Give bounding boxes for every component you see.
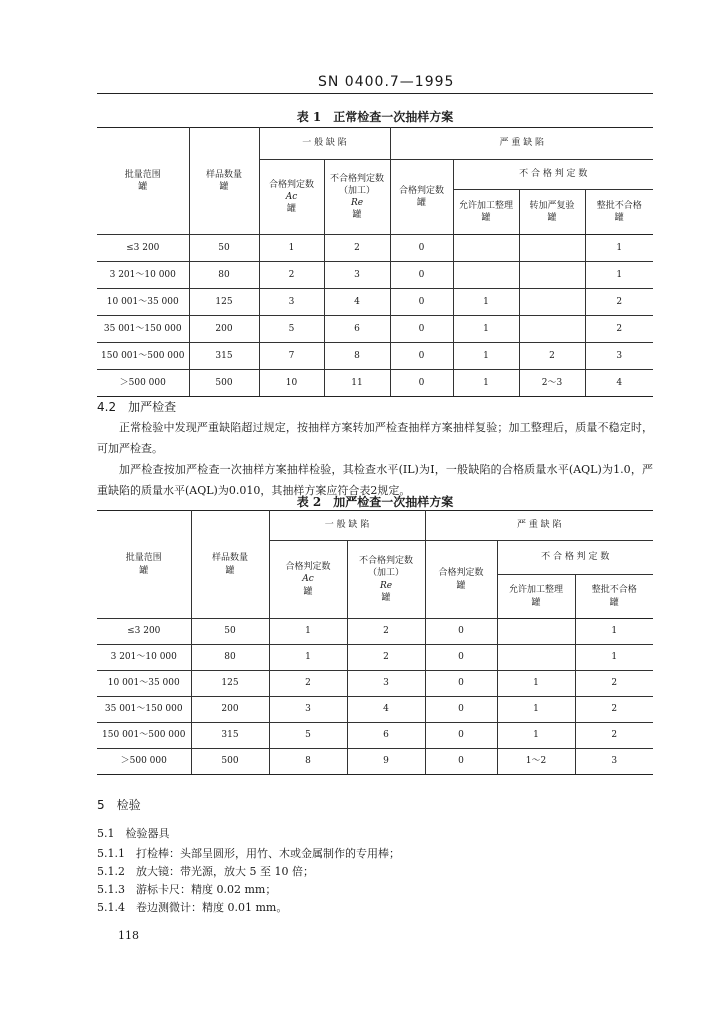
table2-row xyxy=(97,749,653,775)
table1-cell: 0 xyxy=(390,235,453,262)
table2-cell: 4 xyxy=(347,697,425,723)
table2-cell: 3 201～10 000 xyxy=(97,645,191,671)
table1-cell: 2 xyxy=(585,316,653,343)
table2-cell xyxy=(497,619,575,645)
table1-tighten-header: 转加严复验 罐 xyxy=(519,190,585,235)
section-5-1-1: 5.1.1 打检棒：头部呈圆形，用竹、木或金属制作的专用棒； xyxy=(97,847,400,860)
table1-cell: ＞500 000 xyxy=(97,370,189,397)
table1-cell: 0 xyxy=(390,316,453,343)
table1-general-reject-header: 不合格判定数 （加工） Re 罐 xyxy=(324,160,390,235)
table2-cell: 1 xyxy=(269,619,347,645)
table2-cell: ≤3 200 xyxy=(97,619,191,645)
table1-cell: 3 xyxy=(585,343,653,370)
table1-cell xyxy=(519,316,585,343)
table1-caption: 表 1 正常检查一次抽样方案 xyxy=(296,110,454,124)
table1 xyxy=(97,127,653,397)
table1-sample-header: 样品数量 罐 xyxy=(189,128,259,235)
table1-cell: 1 xyxy=(585,235,653,262)
table1-cell: 5 xyxy=(259,316,324,343)
table2 xyxy=(97,510,653,775)
table1-allow-header: 允许加工整理 罐 xyxy=(453,190,519,235)
table1-cell: 1 xyxy=(453,316,519,343)
table2-severe-accept-header: 合格判定数 罐 xyxy=(425,541,497,619)
section-5-1-4: 5.1.4 卷边测微计：精度 0.01 mm。 xyxy=(97,901,288,914)
table2-cell: 8 xyxy=(269,749,347,775)
table2-cell: 0 xyxy=(425,645,497,671)
table2-cell: 200 xyxy=(191,697,269,723)
table1-row xyxy=(97,289,653,316)
table2-cell: 150 001～500 000 xyxy=(97,723,191,749)
table2-cell: 2 xyxy=(575,697,653,723)
table2-cell: 3 xyxy=(575,749,653,775)
table1-cell: 1 xyxy=(585,262,653,289)
table2-cell: 5 xyxy=(269,723,347,749)
table2-cell: 315 xyxy=(191,723,269,749)
table2-row xyxy=(97,619,653,645)
table2-cell: 2 xyxy=(575,723,653,749)
table2-severe-header: 严 重 缺 陷 xyxy=(425,511,653,541)
table1-cell: 3 201～10 000 xyxy=(97,262,189,289)
table1-cell xyxy=(519,235,585,262)
table2-cell xyxy=(497,645,575,671)
table2-cell: 2 xyxy=(575,671,653,697)
table2-cell: 2 xyxy=(347,645,425,671)
table1-cell xyxy=(519,262,585,289)
standard-code: SN 0400.7—1995 xyxy=(318,74,455,90)
table1-severe-reject-header: 不 合 格 判 定 数 xyxy=(453,160,653,190)
table1-batch-header: 批量范围 罐 xyxy=(97,128,189,235)
table2-cell: 1 xyxy=(497,697,575,723)
table1-cell: 315 xyxy=(189,343,259,370)
table2-cell: 35 001～150 000 xyxy=(97,697,191,723)
table2-cell: 1 xyxy=(269,645,347,671)
table2-cell: 0 xyxy=(425,723,497,749)
table1-cell: 150 001～500 000 xyxy=(97,343,189,370)
table1-cell: 7 xyxy=(259,343,324,370)
table1-cell: 2 xyxy=(324,235,390,262)
table2-whole-header: 整批不合格 罐 xyxy=(575,575,653,619)
table2-cell: 0 xyxy=(425,697,497,723)
table1-cell: 3 xyxy=(259,289,324,316)
table2-row xyxy=(97,671,653,697)
table1-cell: 0 xyxy=(390,262,453,289)
table1-cell: 80 xyxy=(189,262,259,289)
table2-cell: 10 001～35 000 xyxy=(97,671,191,697)
table2-row xyxy=(97,645,653,671)
table1-row xyxy=(97,262,653,289)
table2-cell: ＞500 000 xyxy=(97,749,191,775)
table2-general-reject-header: 不合格判定数 （加工） Re 罐 xyxy=(347,541,425,619)
table2-cell: 6 xyxy=(347,723,425,749)
table2-row xyxy=(97,723,653,749)
table2-cell: 0 xyxy=(425,619,497,645)
table1-cell: 2 xyxy=(519,343,585,370)
table2-caption: 表 2 加严检查一次抽样方案 xyxy=(296,495,454,509)
table1-cell: 2～3 xyxy=(519,370,585,397)
table1-cell: 500 xyxy=(189,370,259,397)
table1-cell: 0 xyxy=(390,343,453,370)
table1-row xyxy=(97,235,653,262)
table1-cell: 11 xyxy=(324,370,390,397)
table1-general-accept-header: 合格判定数 Ac 罐 xyxy=(259,160,324,235)
table1-cell xyxy=(453,235,519,262)
header-rule xyxy=(97,93,653,94)
table1-severe-header: 严 重 缺 陷 xyxy=(390,128,653,160)
section-5-title: 5 检验 xyxy=(97,798,141,812)
table1-cell: 50 xyxy=(189,235,259,262)
table2-cell: 80 xyxy=(191,645,269,671)
table1-cell: 4 xyxy=(324,289,390,316)
table1-row xyxy=(97,370,653,397)
table2-cell: 2 xyxy=(269,671,347,697)
table1-cell: 2 xyxy=(585,289,653,316)
table1-cell: 6 xyxy=(324,316,390,343)
table2-cell: 50 xyxy=(191,619,269,645)
table1-cell: 1 xyxy=(259,235,324,262)
section-4-2-paragraph-1: 正常检验中发现严重缺陷超过规定，按抽样方案转加严检查抽样方案抽样复验；加工整理后，质量不稳定时，可加严检查。 xyxy=(97,421,653,455)
table1-cell: 125 xyxy=(189,289,259,316)
section-5-1-3: 5.1.3 游标卡尺：精度 0.02 mm； xyxy=(97,883,277,896)
table2-batch-header: 批量范围 罐 xyxy=(97,511,191,619)
table2-cell: 500 xyxy=(191,749,269,775)
section-4-2-title: 4.2 加严检查 xyxy=(97,400,177,414)
table2-cell: 1 xyxy=(497,671,575,697)
table2-cell: 2 xyxy=(347,619,425,645)
table1-cell: 35 001～150 000 xyxy=(97,316,189,343)
table2-cell: 1 xyxy=(497,723,575,749)
table1-whole-header: 整批不合格 罐 xyxy=(585,190,653,235)
table2-cell: 1～2 xyxy=(497,749,575,775)
table1-cell: 0 xyxy=(390,370,453,397)
table1-general-header: 一 般 缺 陷 xyxy=(259,128,390,160)
table2-cell: 1 xyxy=(575,645,653,671)
section-4-2-paragraph-2: 加严检查按加严检查一次抽样方案抽样检验，其检查水平(IL)为Ⅰ，一般缺陷的合格质量水平(AQL)为1.0，严重缺陷的质量水平(AQL)为0.010，其抽样方案应符合表2规定。 xyxy=(97,463,653,497)
page-number: 118 xyxy=(118,929,139,942)
table2-cell: 0 xyxy=(425,671,497,697)
table1-severe-accept-header: 合格判定数 罐 xyxy=(390,160,453,235)
table1-row xyxy=(97,316,653,343)
section-5-1-2: 5.1.2 放大镜：带光源，放大 5 至 10 倍； xyxy=(97,865,314,878)
table2-cell: 125 xyxy=(191,671,269,697)
table2-cell: 3 xyxy=(269,697,347,723)
table1-cell: 10 001～35 000 xyxy=(97,289,189,316)
table2-cell: 9 xyxy=(347,749,425,775)
table1-cell: 1 xyxy=(453,289,519,316)
table1-cell: 2 xyxy=(259,262,324,289)
table2-cell: 0 xyxy=(425,749,497,775)
table1-cell: 3 xyxy=(324,262,390,289)
table1-cell: 1 xyxy=(453,343,519,370)
table1-cell xyxy=(519,289,585,316)
table2-allow-header: 允许加工整理 罐 xyxy=(497,575,575,619)
table1-cell: ≤3 200 xyxy=(97,235,189,262)
table2-cell: 1 xyxy=(575,619,653,645)
table1-row xyxy=(97,343,653,370)
table1-cell xyxy=(453,262,519,289)
table1-cell: 1 xyxy=(453,370,519,397)
table1-cell: 4 xyxy=(585,370,653,397)
table1-cell: 0 xyxy=(390,289,453,316)
section-5-1-title: 5.1 检验器具 xyxy=(97,827,170,840)
table1-cell: 10 xyxy=(259,370,324,397)
table2-general-header: 一 般 缺 陷 xyxy=(269,511,425,541)
table2-sample-header: 样品数量 罐 xyxy=(191,511,269,619)
table2-row xyxy=(97,697,653,723)
table1-cell: 200 xyxy=(189,316,259,343)
table2-severe-reject-header: 不 合 格 判 定 数 xyxy=(497,541,653,575)
table2-general-accept-header: 合格判定数 Ac 罐 xyxy=(269,541,347,619)
table2-cell: 3 xyxy=(347,671,425,697)
table1-cell: 8 xyxy=(324,343,390,370)
